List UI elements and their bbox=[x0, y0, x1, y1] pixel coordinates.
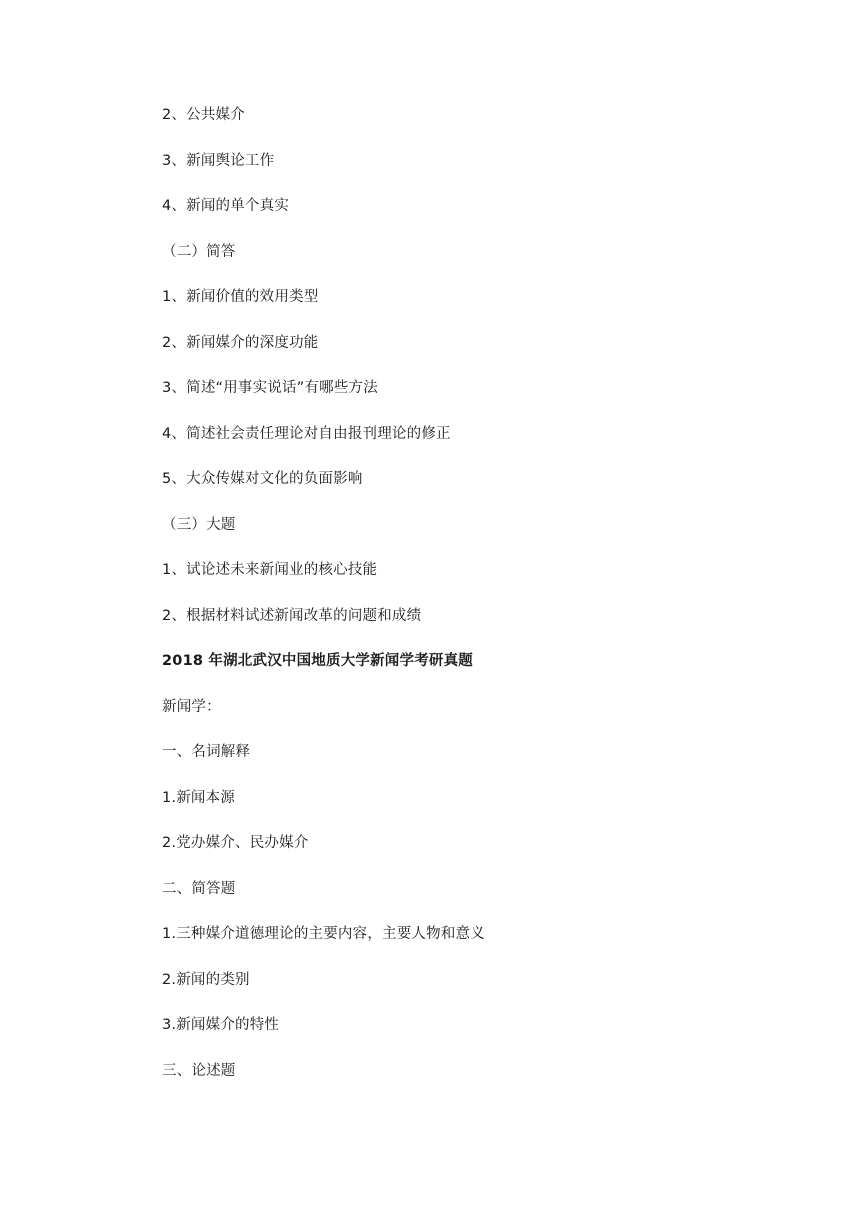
exam-item: 1.新闻本源 bbox=[162, 790, 236, 806]
section-heading: 一、名词解释 bbox=[162, 744, 251, 760]
exam-item: 3、简述“用事实说话”有哪些方法 bbox=[162, 380, 378, 396]
exam-item: 4、新闻的单个真实 bbox=[162, 198, 290, 214]
section-heading: （三）大题 bbox=[162, 517, 236, 533]
exam-item: 2、公共媒介 bbox=[162, 107, 245, 123]
exam-item: 3.新闻媒介的特性 bbox=[162, 1017, 280, 1033]
subject-label: 新闻学： bbox=[162, 699, 221, 715]
exam-item: 4、简述社会责任理论对自由报刊理论的修正 bbox=[162, 426, 451, 442]
exam-item: 1.三种媒介道德理论的主要内容，主要人物和意义 bbox=[162, 926, 485, 942]
exam-item: 1、新闻价值的效用类型 bbox=[162, 289, 319, 305]
exam-item: 5、大众传媒对文化的负面影响 bbox=[162, 471, 363, 487]
exam-title: 2018 年湖北武汉中国地质大学新闻学考研真题 bbox=[162, 653, 474, 669]
section-heading: （二）简答 bbox=[162, 244, 236, 260]
exam-item: 2.党办媒介、民办媒介 bbox=[162, 835, 309, 851]
exam-item: 2、根据材料试述新闻改革的问题和成绩 bbox=[162, 608, 422, 624]
exam-item: 3、新闻舆论工作 bbox=[162, 153, 275, 169]
exam-item: 2、新闻媒介的深度功能 bbox=[162, 335, 319, 351]
section-heading: 三、论述题 bbox=[162, 1063, 236, 1079]
exam-item: 2.新闻的类别 bbox=[162, 972, 250, 988]
section-heading: 二、简答题 bbox=[162, 881, 236, 897]
exam-item: 1、试论述未来新闻业的核心技能 bbox=[162, 562, 378, 578]
